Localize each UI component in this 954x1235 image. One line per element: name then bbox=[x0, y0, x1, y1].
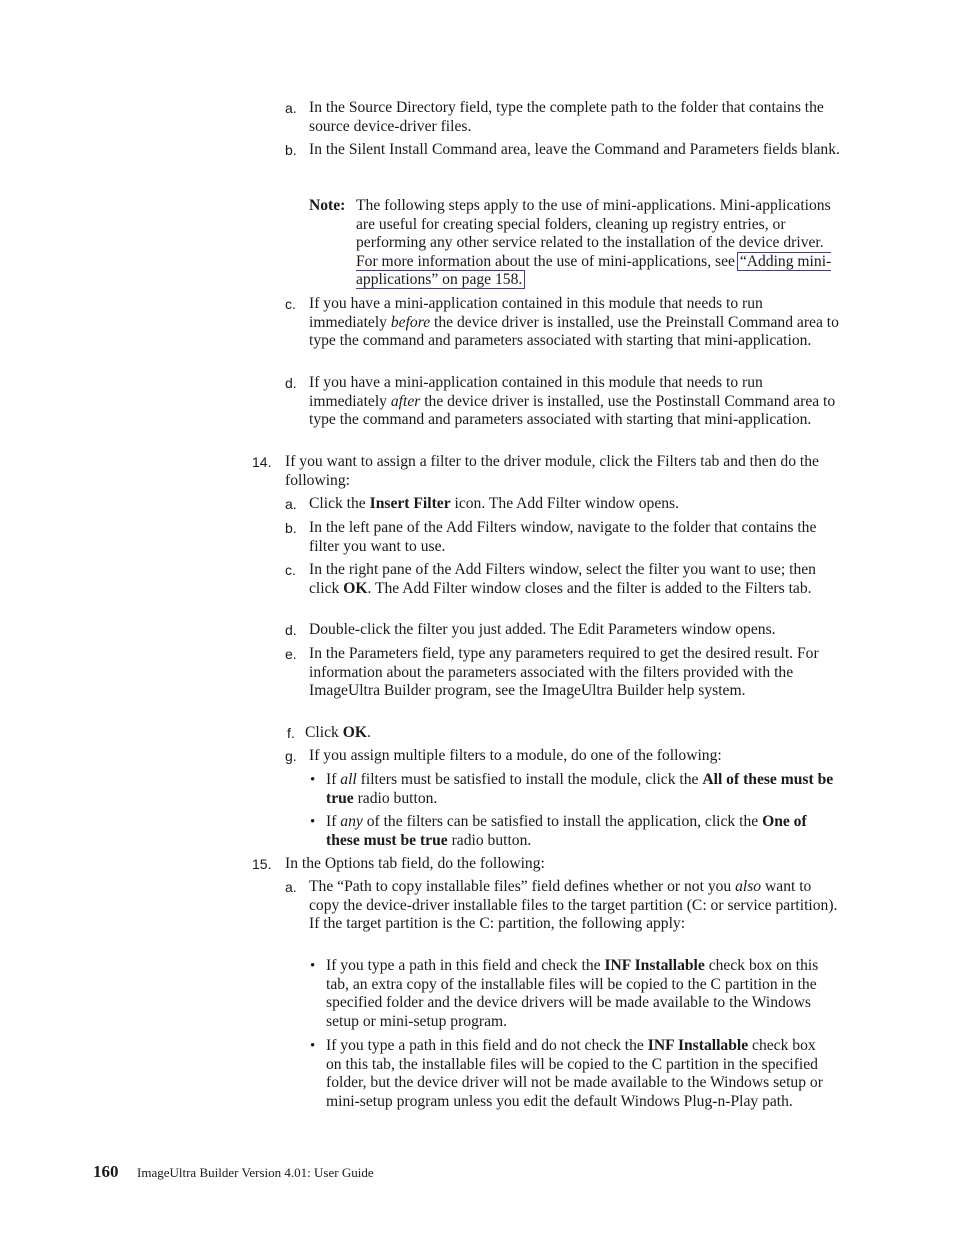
step-14e bbox=[309, 645, 844, 701]
step-14f-strong: OK bbox=[342, 724, 367, 741]
step-13d-text-1: If you have a mini-application contained in this module that needs to run immediately bbox=[309, 374, 763, 410]
step-14-text: If you want to assign a filter to the driver module, click the Filters tab and then do the following: bbox=[285, 453, 819, 489]
step-15a-text-2: want to copy the device-driver installable files to the target partition (C: or service partition). If the target partition is the C: partition, the following apply: bbox=[309, 878, 838, 933]
bullet-1-text-3: radio button. bbox=[353, 789, 438, 807]
bullet-icon: • bbox=[310, 814, 316, 830]
note-label: Note: bbox=[309, 197, 346, 214]
step-14d bbox=[309, 621, 854, 640]
step-14a-text-1: Click the bbox=[309, 495, 370, 512]
step-13c-text-2: the device driver is installed, use the Preinstall Command area to type the command and parameters associated with starting that mini-application. bbox=[309, 313, 839, 350]
step-15a-text-1: The “Path to copy installable files” field defines whether or not you bbox=[309, 878, 736, 895]
step-15-label: 15. bbox=[252, 856, 272, 872]
step-14c-label: c. bbox=[285, 562, 296, 578]
step-13b-text: In the Silent Install Command area, leave the Command and Parameters fields blank. bbox=[309, 141, 840, 158]
step-14g-bullet-2 bbox=[326, 813, 826, 850]
bullet-2-strong: One of these must be true bbox=[326, 813, 807, 849]
bullet-icon: • bbox=[310, 772, 316, 788]
step-14b-label: b. bbox=[285, 520, 297, 536]
step-14c-text-1: In the right pane of the Add Filters window, select the filter you want to use; then click bbox=[309, 561, 816, 597]
step-14c bbox=[309, 561, 834, 598]
step-13b-label: b. bbox=[285, 142, 297, 158]
step-14c-strong: OK bbox=[343, 579, 368, 597]
step-15a-bullet-2 bbox=[326, 1037, 831, 1111]
footer-title: ImageUltra Builder Version 4.01: User Guide bbox=[137, 1165, 374, 1180]
step-14-label: 14. bbox=[252, 454, 272, 470]
bullet-1-text-1: If bbox=[326, 771, 341, 788]
bullet-3-strong: INF Installable bbox=[604, 957, 705, 974]
step-14g-label: g. bbox=[285, 748, 297, 764]
step-15-text: In the Options tab field, do the following: bbox=[285, 855, 545, 872]
step-14d-label: d. bbox=[285, 622, 297, 638]
step-15a-label: a. bbox=[285, 879, 297, 895]
step-14a-text-2: icon. The Add Filter window opens. bbox=[450, 495, 680, 512]
step-15a-emphasis: also bbox=[735, 878, 762, 895]
step-14f-label: f. bbox=[287, 725, 295, 741]
note-text bbox=[356, 197, 840, 290]
bullet-2-text-2: of the filters can be satisfied to install the application, click the bbox=[362, 813, 763, 830]
step-14e-label: e. bbox=[285, 646, 297, 662]
bullet-icon: • bbox=[310, 958, 316, 974]
step-14c-text-2: . The Add Filter window closes and the filter is added to the Filters tab. bbox=[367, 579, 812, 597]
bullet-1-emphasis: all bbox=[340, 771, 357, 788]
step-14f-text-1: Click bbox=[305, 724, 343, 741]
step-13c bbox=[309, 295, 839, 351]
step-13a bbox=[309, 99, 844, 136]
step-13c-label: c. bbox=[285, 296, 296, 312]
step-13c-text-1: If you have a mini-application contained in this module that needs to run immediately bbox=[309, 295, 763, 331]
step-14g-bullet-1 bbox=[326, 771, 844, 808]
step-13a-text: In the Source Directory field, type the complete path to the folder that contains the source device-driver files. bbox=[309, 99, 824, 135]
bullet-4-text-1: If you type a path in this field and do not check the bbox=[326, 1037, 648, 1054]
bullet-2-text-3: radio button. bbox=[447, 831, 532, 849]
step-14a-label: a. bbox=[285, 496, 297, 512]
bullet-3-text-2: check box on this tab, an extra copy of the installable files will be copied to the C partition in the specified folder and the device drivers will be made available to the Windows setup or mini-setup program. bbox=[326, 957, 819, 1030]
step-14 bbox=[285, 453, 830, 490]
step-13d bbox=[309, 374, 839, 430]
bullet-2-text-1: If bbox=[326, 813, 341, 830]
step-15a-bullet-1 bbox=[326, 957, 836, 1031]
step-14b bbox=[309, 519, 829, 556]
step-13d-text-2: the device driver is installed, use the Postinstall Command area to type the command and parameters associated with starting that mini-application. bbox=[309, 392, 836, 429]
step-13c-emphasis: before bbox=[390, 313, 431, 331]
bullet-4-strong: INF Installable bbox=[647, 1037, 749, 1054]
bullet-icon: • bbox=[310, 1038, 316, 1054]
step-13d-emphasis: after bbox=[390, 392, 421, 410]
step-15 bbox=[285, 855, 830, 874]
bullet-1-text-2: filters must be satisfied to install the module, click the bbox=[356, 771, 703, 788]
bullet-1-strong: All of these must be true bbox=[326, 771, 834, 807]
step-13a-label: a. bbox=[285, 100, 297, 116]
step-14d-text: Double-click the filter you just added. The Edit Parameters window opens. bbox=[309, 621, 776, 638]
step-13d-label: d. bbox=[285, 375, 297, 391]
step-14a-strong: Insert Filter bbox=[369, 495, 451, 512]
step-13b bbox=[309, 141, 844, 160]
step-14g bbox=[309, 747, 844, 766]
bullet-3-text-1: If you type a path in this field and check the bbox=[326, 957, 605, 974]
cross-reference-link[interactable]: “Adding mini-applications” on page 158. bbox=[356, 252, 832, 289]
step-14g-text: If you assign multiple filters to a module, do one of the following: bbox=[309, 747, 722, 764]
step-15a bbox=[309, 878, 844, 934]
step-14a bbox=[309, 495, 844, 514]
step-14e-text: In the Parameters field, type any parameters required to get the desired result. For information about the parameters associated with the filters provided with the ImageUltra Builder program, see the ImageUltra Builder help system. bbox=[309, 645, 819, 700]
step-14f bbox=[305, 724, 840, 743]
step-14f-text-2: . bbox=[366, 724, 371, 741]
note-body: The following steps apply to the use of mini-applications. Mini-applications are useful for creating special folders, cleaning up registry entries, or performing any other service related to the installation of the device driver. For more information about the use of mini-applications, see bbox=[356, 197, 831, 270]
bullet-4-text-2: check box on this tab, the installable files will be copied to the C partition in the specified folder, but the device driver will not be made available to the Windows setup or mini-setup program unless you edit the default Windows Plug-n-Play path. bbox=[326, 1037, 823, 1110]
page-number: 160 bbox=[93, 1162, 119, 1181]
bullet-2-emphasis: any bbox=[340, 813, 363, 830]
step-14b-text: In the left pane of the Add Filters window, navigate to the folder that contains the filter you want to use. bbox=[309, 519, 817, 555]
